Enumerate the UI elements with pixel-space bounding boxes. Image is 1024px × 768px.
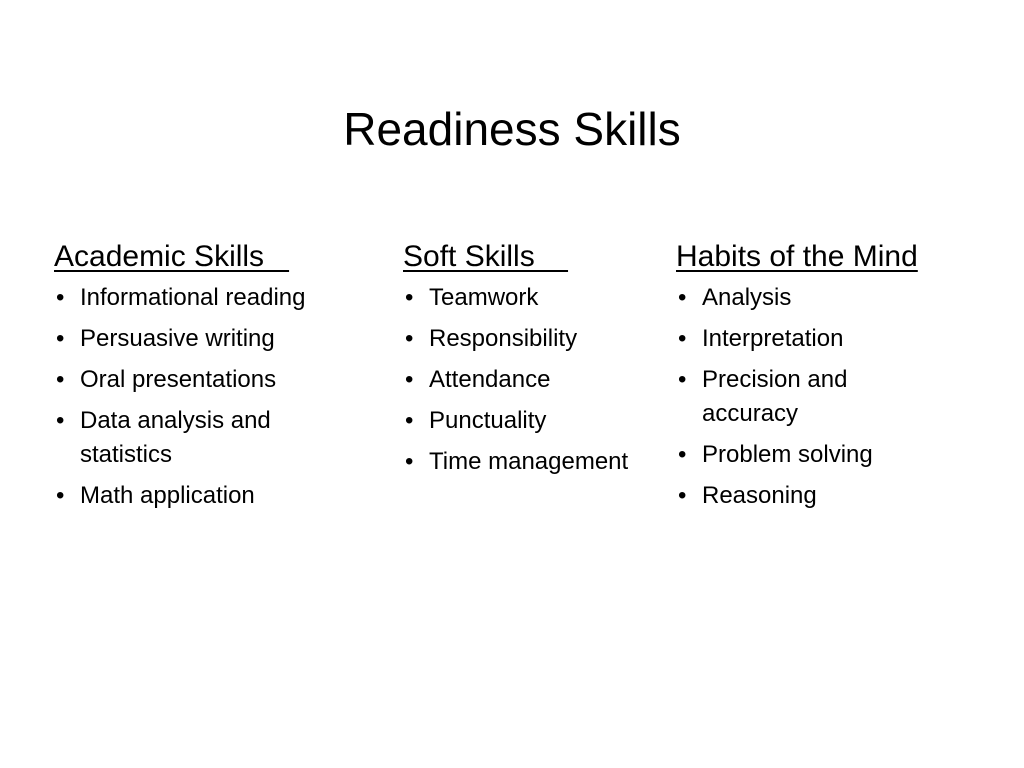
list-item-text: Teamwork [429,284,539,311]
bullet-icon: • [56,366,65,393]
list-item-text: Punctuality [429,407,547,434]
bullet-icon: • [678,482,687,509]
list-item [676,438,976,472]
list-item [54,322,374,356]
list-item [676,322,976,356]
list-item-text: Math application [80,482,255,509]
column-heading-academic-skills: Academic Skills [54,240,290,273]
bullet-icon: • [678,366,687,393]
list-item [54,404,330,472]
list-item-text: Oral presentations [80,366,277,393]
list-item [54,363,374,397]
bullet-icon: • [405,448,414,475]
list-item-text: Attendance [429,366,551,393]
list-item [676,281,976,315]
list-item [403,404,653,438]
list-item-text: Persuasive writing [80,325,275,352]
list-item [403,445,629,479]
bullet-icon: • [56,284,65,311]
bullet-icon: • [678,441,687,468]
column-habits-of-the-mind [676,239,976,520]
bullet-icon: • [56,482,65,509]
list-item-text: Responsibility [429,325,578,352]
list-item [403,363,653,397]
slide-title: Readiness Skills [343,102,681,155]
bullet-icon: • [678,284,687,311]
list-item [676,363,917,431]
habits-of-the-mind-list [676,281,976,513]
column-heading-soft-skills: Soft Skills [403,240,569,273]
bullet-icon: • [405,407,414,434]
bullet-icon: • [56,325,65,352]
list-item-text: Reasoning [702,482,817,509]
column-soft-skills [403,239,653,486]
column-academic-skills [54,239,374,520]
bullet-icon: • [405,284,414,311]
bullet-icon: • [56,407,65,434]
column-heading-habits-of-the-mind: Habits of the Mind [676,240,918,273]
list-item [54,479,374,513]
list-item [54,281,374,315]
list-item-text: Problem solving [702,441,873,468]
list-item-text: Informational reading [80,284,306,311]
list-item-text: Precision and accuracy [702,366,848,427]
list-item [676,479,976,513]
list-item [403,281,653,315]
bullet-icon: • [405,325,414,352]
bullet-icon: • [678,325,687,352]
list-item-text: Time management [429,448,629,475]
list-item [403,322,653,356]
list-item-text: Analysis [702,284,792,311]
bullet-icon: • [405,366,414,393]
list-item-text: Data analysis and statistics [80,407,271,468]
soft-skills-list [403,281,653,479]
academic-skills-list [54,281,374,513]
list-item-text: Interpretation [702,325,844,352]
